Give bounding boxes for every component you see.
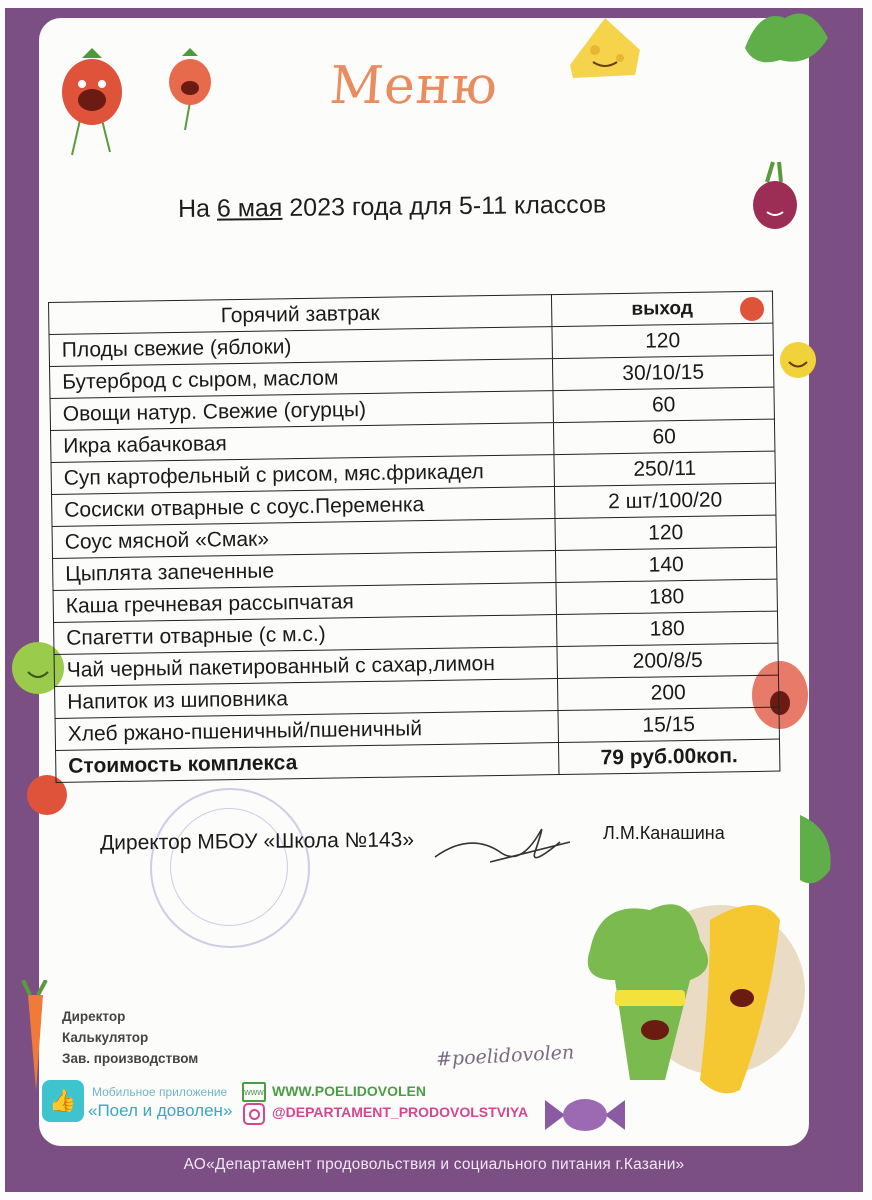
- dish-yield: 60: [553, 419, 774, 454]
- stamp-inner-ring: [170, 808, 288, 926]
- dish-yield: 200/8/5: [557, 643, 778, 678]
- dish-yield: 250/11: [554, 451, 775, 486]
- smiley-icon: [778, 340, 818, 380]
- column-header-yield: выход: [551, 291, 772, 326]
- dish-yield: 120: [555, 515, 776, 550]
- website-link[interactable]: WWW.POELIDOVOLEN: [272, 1083, 426, 1099]
- lettuce-icon: [740, 8, 830, 68]
- dish-yield: 30/10/15: [552, 355, 773, 390]
- beet-icon: [745, 160, 805, 240]
- dish-yield: 2 шт/100/20: [554, 483, 775, 518]
- total-label: Стоимость комплекса: [56, 743, 559, 783]
- dish-name: Чай черный пакетированный с сахар,лимон: [54, 647, 557, 687]
- candy-icon: [540, 1090, 630, 1140]
- dish-yield: 180: [556, 611, 777, 646]
- veggie-mascots-icon: [570, 880, 810, 1120]
- dish-yield: 15/15: [558, 707, 779, 742]
- signature-mark: [430, 812, 590, 872]
- page-title: Меню: [327, 56, 501, 116]
- dish-name: Спагетти отварные (с м.с.): [54, 615, 557, 655]
- app-thumbs-up-icon: 👍: [42, 1080, 84, 1122]
- tomato-character-icon: [58, 40, 128, 160]
- menu-table: [48, 291, 780, 783]
- dish-name: Суп картофельный с рисом, мяс.фрикадел: [51, 455, 554, 495]
- menu-subtitle: [178, 191, 606, 224]
- director-label: Директор МБОУ «Школа №143»: [99, 828, 415, 855]
- dish-yield: 140: [555, 547, 776, 582]
- footer-bar: [5, 1140, 863, 1192]
- organization-name: АО«Департамент продовольствия и социального питания г.Казани»: [183, 1156, 685, 1173]
- dish-name: Напиток из шиповника: [55, 679, 558, 719]
- staff-production-head: Зав. производством: [62, 1051, 199, 1066]
- app-label-small: Мобильное приложение: [92, 1085, 228, 1099]
- cheese-icon: [565, 10, 645, 80]
- menu-date: 6 мая: [216, 193, 283, 223]
- director-name: Л.М.Канашина: [603, 823, 725, 843]
- staff-calculator: Калькулятор: [62, 1030, 149, 1045]
- www-icon: www: [242, 1082, 266, 1102]
- column-header-name: Горячий завтрак: [49, 295, 552, 335]
- dish-yield: 60: [553, 387, 774, 422]
- staff-list: [62, 1006, 198, 1069]
- dish-name: Цыплята запеченные: [53, 551, 556, 591]
- dish-name: Бутерброд с сыром, маслом: [50, 359, 553, 399]
- instagram-link[interactable]: @DEPARTAMENT_PRODOVOLSTVIYA: [272, 1104, 529, 1120]
- dish-name: Сосиски отварные с соус.Переменка: [52, 487, 555, 527]
- dish-name: Овощи натур. Свежие (огурцы): [50, 391, 553, 431]
- app-label-name: «Поел и доволен»: [88, 1101, 233, 1120]
- dish-name: Плоды свежие (яблоки): [49, 327, 552, 367]
- hashtag: #poelidovolen: [435, 1041, 575, 1071]
- dish-name: Каша гречневая рассыпчатая: [53, 583, 556, 623]
- lettuce-side-icon: [795, 810, 835, 890]
- dish-name: Соус мясной «Смак»: [52, 519, 555, 559]
- dish-yield: 180: [556, 579, 777, 614]
- subtitle-suffix: 2023 года для 5-11 классов: [282, 190, 607, 222]
- subtitle-prefix: На: [177, 194, 218, 223]
- tomato-character-icon-small: [165, 42, 215, 132]
- dish-yield: 200: [557, 675, 778, 710]
- dish-name: Икра кабачковая: [51, 423, 554, 463]
- dish-yield: 120: [552, 323, 773, 358]
- instagram-icon: [243, 1103, 265, 1125]
- total-price: 79 руб.00коп.: [558, 739, 779, 774]
- school-stamp: [150, 788, 310, 948]
- dish-name: Хлеб ржано-пшеничный/пшеничный: [55, 711, 558, 751]
- staff-director: Директор: [62, 1009, 126, 1024]
